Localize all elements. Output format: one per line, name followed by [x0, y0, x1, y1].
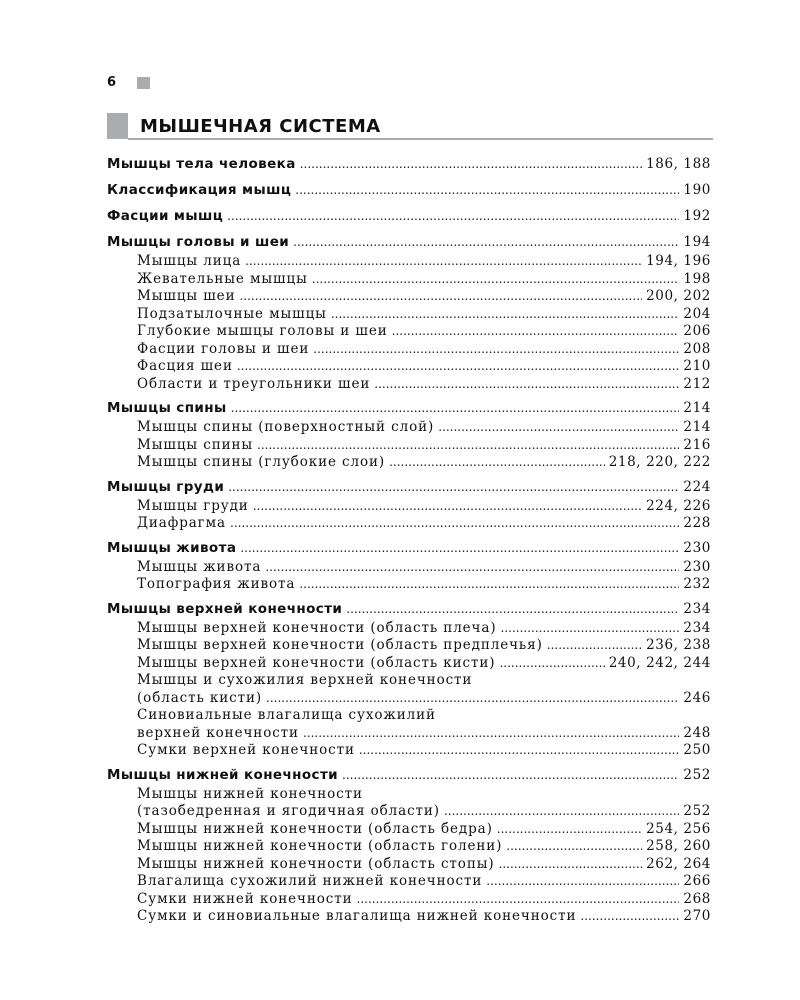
toc-entry-pages: 214	[683, 419, 711, 435]
toc-entry-pages: 198	[683, 270, 711, 287]
toc-entry-pages: 216	[683, 436, 711, 453]
toc-entry[interactable]	[107, 576, 711, 594]
toc-entry-pages: 246	[683, 689, 711, 706]
toc-entry[interactable]	[107, 253, 711, 271]
toc-entry-pages: 270	[683, 908, 711, 924]
toc-entry-title: (тазобедренная и ягодичная области)	[137, 803, 440, 819]
toc-entry[interactable]	[107, 637, 711, 655]
toc-entry-pages: 248	[683, 724, 711, 741]
toc-entry-pages: 204	[683, 305, 711, 322]
dot-leader	[444, 803, 679, 821]
toc-section	[107, 397, 711, 472]
toc-entry-pages: 262, 264	[646, 855, 711, 872]
toc-entry-title: Мышцы груди	[137, 497, 249, 514]
toc-entry[interactable]	[107, 620, 711, 638]
toc-entry-title: Фасция шеи	[137, 358, 233, 374]
section-heading-pages: 186, 188	[646, 156, 711, 172]
dot-leader	[580, 908, 679, 926]
section-heading-title: Мышцы нижней конечности	[107, 766, 339, 783]
section-heading[interactable]	[107, 397, 711, 419]
toc-entry-pages: 236, 238	[646, 637, 711, 653]
toc-entry[interactable]	[107, 515, 711, 533]
section-heading-title: Мышцы тела человека	[107, 156, 296, 172]
section-heading-pages: 230	[683, 539, 711, 556]
dot-leader	[237, 358, 680, 376]
toc-entry[interactable]	[107, 742, 711, 760]
dot-leader	[312, 271, 680, 289]
toc-entry-title: Мышцы спины	[137, 436, 254, 453]
toc-entry-pages: 232	[683, 576, 711, 592]
toc-section	[107, 476, 711, 533]
toc-section	[107, 205, 711, 227]
dot-leader	[245, 253, 642, 271]
section-heading-title: Мышцы верхней конечности	[107, 600, 343, 617]
dot-leader	[240, 537, 679, 559]
toc-entry-title: Топография живота	[137, 576, 296, 592]
dot-leader	[501, 620, 680, 638]
toc-entry-title: Диафрагма	[137, 515, 227, 531]
dot-leader	[303, 725, 679, 743]
section-heading[interactable]	[107, 476, 711, 498]
toc-entry-title: Мышцы спины (глубокие слои)	[137, 454, 386, 470]
toc-entry[interactable]	[107, 358, 711, 376]
toc-entry[interactable]	[107, 908, 711, 926]
toc-entry[interactable]	[107, 873, 711, 891]
toc-entry-title: Подзатылочные мышцы	[137, 305, 327, 322]
section-heading-title: Мышцы спины	[107, 400, 227, 416]
toc-entry-pages: 194, 196	[646, 253, 711, 269]
toc-entry[interactable]	[107, 655, 711, 673]
toc-entry-pages: 208	[683, 340, 711, 357]
toc-entry-title: (область кисти)	[137, 689, 263, 706]
toc-entry-title: Мышцы нижней конечности (область голени)	[137, 838, 503, 854]
toc-entry-title: Мышцы шеи	[137, 288, 236, 304]
toc-entry-pages: 230	[683, 558, 711, 575]
dot-leader	[299, 576, 679, 594]
toc-entry-title: Мышцы нижней конечности (область стопы)	[137, 855, 495, 872]
toc-entry-title: Мышцы верхней конечности (область предплечья)	[137, 637, 543, 653]
dot-leader	[359, 742, 680, 760]
toc-entry-pages: 252	[683, 803, 711, 819]
toc-entry-title: Мышцы верхней конечности (область плеча)	[137, 619, 497, 636]
section-heading-pages: 224	[683, 478, 711, 495]
page-number-marker	[137, 77, 150, 89]
toc-section	[107, 153, 711, 175]
section-heading[interactable]	[107, 231, 711, 253]
toc-entry-title: Фасции головы и шеи	[137, 340, 310, 357]
toc-entry-title: Мышцы верхней конечности (область кисти)	[137, 654, 496, 671]
section-heading-title: Мышцы головы и шеи	[107, 234, 290, 250]
toc-entry[interactable]	[107, 376, 711, 394]
toc-entry[interactable]	[107, 419, 711, 437]
section-heading[interactable]	[107, 537, 711, 559]
toc-entry-title: Глубокие мышцы головы и шеи	[137, 323, 388, 339]
toc-entry-title: Мышцы живота	[137, 558, 262, 575]
toc-entry-pages: 210	[683, 358, 711, 374]
dot-leader	[300, 153, 642, 175]
section-heading-title: Классификация мышц	[107, 182, 292, 198]
toc-entry-title: Мышцы спины (поверхностный слой)	[137, 419, 435, 435]
page-number: 6	[107, 75, 117, 90]
toc-entry[interactable]	[107, 891, 711, 909]
section-heading-pages: 214	[683, 400, 711, 416]
toc-entry-pages: 254, 256	[646, 820, 711, 837]
toc-entry[interactable]	[107, 437, 711, 455]
toc-section	[107, 231, 711, 393]
dot-leader	[357, 891, 680, 909]
toc-entry[interactable]	[107, 821, 711, 839]
dot-leader	[374, 376, 679, 394]
dot-leader	[486, 873, 679, 891]
toc-entry-pages: 212	[683, 375, 711, 392]
dot-leader	[346, 598, 679, 620]
toc-entry[interactable]	[107, 341, 711, 359]
toc-entry-title: Области и треугольники шеи	[137, 375, 371, 392]
toc-entry-title: верхней конечности	[137, 724, 299, 741]
dot-leader	[265, 559, 679, 577]
dot-leader	[257, 437, 679, 455]
toc-entry-title: Мышцы нижней конечности (область бедра)	[137, 820, 493, 837]
toc-entry-title: Сумки нижней конечности	[137, 890, 353, 907]
dot-leader	[227, 205, 679, 227]
header-accent-bar	[107, 113, 128, 139]
toc-entry-title: Мышцы лица	[137, 253, 242, 269]
dot-leader	[313, 341, 679, 359]
toc-entry-pages: 266	[683, 873, 711, 889]
dot-leader	[230, 515, 679, 533]
dot-leader	[497, 821, 642, 839]
dot-leader	[231, 397, 680, 419]
toc-entry[interactable]	[107, 306, 711, 324]
section-heading-pages: 194	[683, 234, 711, 250]
dot-leader	[438, 419, 679, 437]
dot-leader	[499, 856, 643, 874]
dot-leader	[331, 306, 680, 324]
toc-entry-pages: 200, 202	[646, 288, 711, 304]
toc-entry-pages: 268	[683, 890, 711, 907]
dot-leader	[239, 288, 642, 306]
section-heading-title: Мышцы живота	[107, 539, 237, 556]
dot-leader	[266, 690, 679, 708]
toc-entry[interactable]	[107, 725, 711, 743]
toc-entry[interactable]	[107, 498, 711, 516]
section-heading-pages: 192	[683, 208, 711, 224]
chapter-title: МЫШЕЧНАЯ СИСТЕМА	[140, 116, 381, 137]
toc-entry-pages: 258, 260	[646, 838, 711, 854]
dot-leader	[547, 637, 642, 655]
toc-section	[107, 179, 711, 201]
table-of-contents	[107, 153, 711, 926]
toc-section	[107, 598, 711, 760]
dot-leader	[506, 838, 642, 856]
section-heading[interactable]	[107, 598, 711, 620]
section-heading-pages: 190	[683, 182, 711, 198]
dot-leader	[253, 498, 642, 516]
section-heading-pages: 234	[683, 600, 711, 617]
toc-entry[interactable]	[107, 454, 711, 472]
toc-entry-pages: 228	[683, 515, 711, 531]
toc-entry-line: Синовиальные влагалища сухожилий	[137, 707, 436, 723]
toc-entry-title: Жевательные мышцы	[137, 270, 308, 287]
toc-entry-line: Мышцы и сухожилия верхней конечности	[137, 672, 473, 688]
toc-section	[107, 764, 711, 926]
dot-leader	[389, 454, 605, 472]
toc-entry-pages: 224, 226	[646, 497, 711, 514]
section-heading-title: Мышцы груди	[107, 478, 225, 495]
toc-entry[interactable]	[107, 690, 711, 708]
dot-leader	[228, 476, 679, 498]
dot-leader	[293, 231, 679, 253]
toc-entry-title: Влагалища сухожилий нижней конечности	[137, 873, 483, 889]
toc-entry-title: Сумки верхней конечности	[137, 742, 355, 758]
header-underline	[128, 138, 713, 140]
toc-entry[interactable]	[107, 838, 711, 856]
section-heading[interactable]	[107, 764, 711, 786]
toc-entry[interactable]	[107, 271, 711, 289]
toc-entry-title: Сумки и синовиальные влагалища нижней конечности	[137, 908, 577, 924]
toc-entry[interactable]	[107, 559, 711, 577]
toc-section	[107, 537, 711, 594]
toc-entry-line: Мышцы нижней конечности	[137, 785, 363, 802]
section-heading[interactable]	[107, 205, 711, 227]
section-heading-pages: 252	[683, 766, 711, 783]
dot-leader	[499, 655, 604, 673]
dot-leader	[392, 323, 680, 341]
toc-entry[interactable]	[107, 803, 711, 821]
dot-leader	[295, 179, 679, 201]
toc-entry[interactable]	[107, 856, 711, 874]
section-heading[interactable]	[107, 153, 711, 175]
toc-entry-pages: 240, 242, 244	[608, 654, 711, 671]
toc-entry[interactable]	[107, 288, 711, 306]
section-heading[interactable]	[107, 179, 711, 201]
toc-entry-pages: 234	[683, 619, 711, 636]
toc-entry[interactable]	[107, 323, 711, 341]
dot-leader	[342, 764, 679, 786]
toc-entry-pages: 250	[683, 742, 711, 758]
toc-entry-pages: 206	[683, 323, 711, 339]
toc-entry-pages: 218, 220, 222	[608, 454, 711, 470]
section-heading-title: Фасции мышц	[107, 208, 224, 224]
